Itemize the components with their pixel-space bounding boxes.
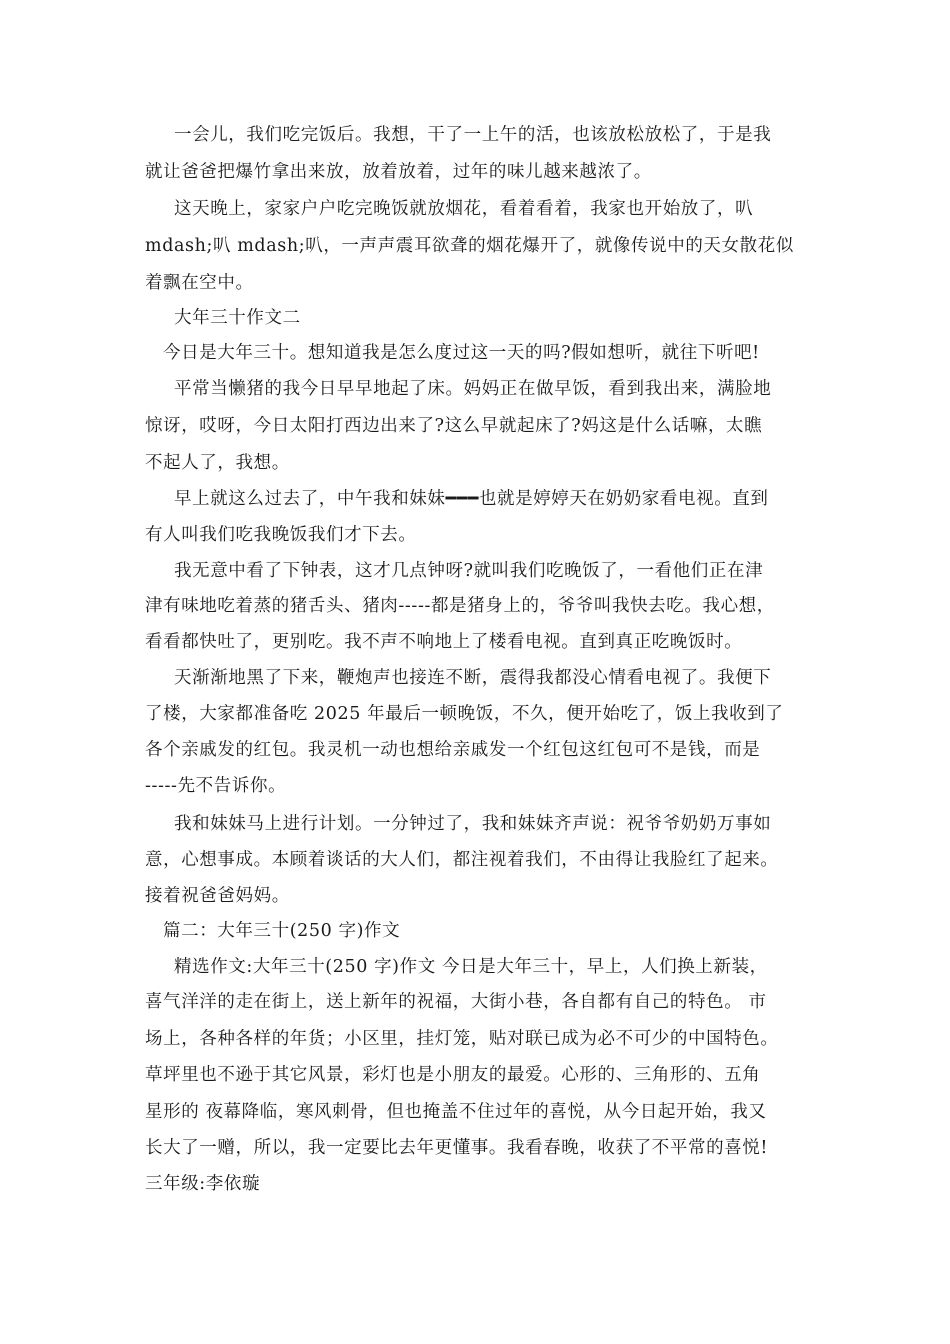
text-line: 意，心想事成。本顾着谈话的大人们，都注视着我们，不由得让我脸红了起来。 <box>145 850 779 870</box>
text-line: 一会儿，我们吃完饭后。我想，干了一上午的活，也该放松放松了，于是我 <box>174 125 772 145</box>
text-line: 着飘在空中。 <box>145 273 254 293</box>
author-line: 三年级:李依璇 <box>145 1174 261 1194</box>
text-line: 有人叫我们吃我晚饭我们才下去。 <box>145 525 417 545</box>
text-line: 平常当懒猪的我今日早早地起了床。妈妈正在做早饭，看到我出来，满脸地 <box>174 379 772 399</box>
text-line: mdash;叭 mdash;叭，一声声震耳欲聋的烟花爆开了，就像传说中的天女散花似 <box>145 236 794 256</box>
section-heading: 篇二：大年三十(250 字)作文 <box>163 921 401 941</box>
text-line: 了楼，大家都准备吃 2025 年最后一顿晚饭，不久，便开始吃了，饭上我收到了 <box>145 704 784 724</box>
text-line: -----先不告诉你。 <box>145 776 287 796</box>
text-line: 就让爸爸把爆竹拿出来放，放着放着，过年的味儿越来越浓了。 <box>145 162 652 182</box>
text-line: 喜气洋洋的走在街上，送上新年的祝福，大街小巷，各自都有自己的特色。 市 <box>145 992 767 1012</box>
text-line: 接着祝爸爸妈妈。 <box>145 886 290 906</box>
text-line: 精选作文:大年三十(250 字)作文 今日是大年三十，早上，人们换上新装， <box>174 957 768 977</box>
text-line: 不起人了，我想。 <box>145 453 290 473</box>
text-line: 我和妹妹马上进行计划。一分钟过了，我和妹妹齐声说：祝爷爷奶奶万事如 <box>174 814 772 834</box>
text-line: 草坪里也不逊于其它风景，彩灯也是小朋友的最爱。心形的、三角形的、五角 <box>145 1065 761 1085</box>
text-line: 我无意中看了下钟表，这才几点钟呀?就叫我们吃晚饭了，一看他们正在津 <box>174 561 764 581</box>
text-line: 天渐渐地黑了下来，鞭炮声也接连不断，震得我都没心情看电视了。我便下 <box>174 668 772 688</box>
text-line: 早上就这么过去了，中午我和妹妹━━━也就是婷婷天在奶奶家看电视。直到 <box>174 489 769 509</box>
text-line: 长大了一赠，所以，我一定要比去年更懂事。我看春晚，收获了不平常的喜悦! <box>145 1138 769 1158</box>
text-line: 惊讶，哎呀，今日太阳打西边出来了?这么早就起床了?妈这是什么话嘛，太瞧 <box>145 416 763 436</box>
text-line: 今日是大年三十。想知道我是怎么度过这一天的吗?假如想听，就往下听吧! <box>163 343 760 363</box>
text-line: 星形的 夜幕降临，寒风刺骨，但也掩盖不住过年的喜悦，从今日起开始，我又 <box>145 1102 767 1122</box>
text-line: 各个亲戚发的红包。我灵机一动也想给亲戚发一个红包这红包可不是钱，而是 <box>145 740 761 760</box>
text-line: 这天晚上，家家户户吃完晚饭就放烟花，看着看着，我家也开始放了，叭 <box>174 199 754 219</box>
text-line: 看看都快吐了，更别吃。我不声不响地上了楼看电视。直到真正吃晚饭时。 <box>145 632 743 652</box>
text-line: 场上，各种各样的年货；小区里，挂灯笼，贴对联已成为必不可少的中国特色。 <box>145 1029 779 1049</box>
text-line: 津有味地吃着蒸的猪舌头、猪肉-----都是猪身上的，爷爷叫我快去吃。我心想， <box>145 596 775 616</box>
section-heading: 大年三十作文二 <box>174 308 301 328</box>
